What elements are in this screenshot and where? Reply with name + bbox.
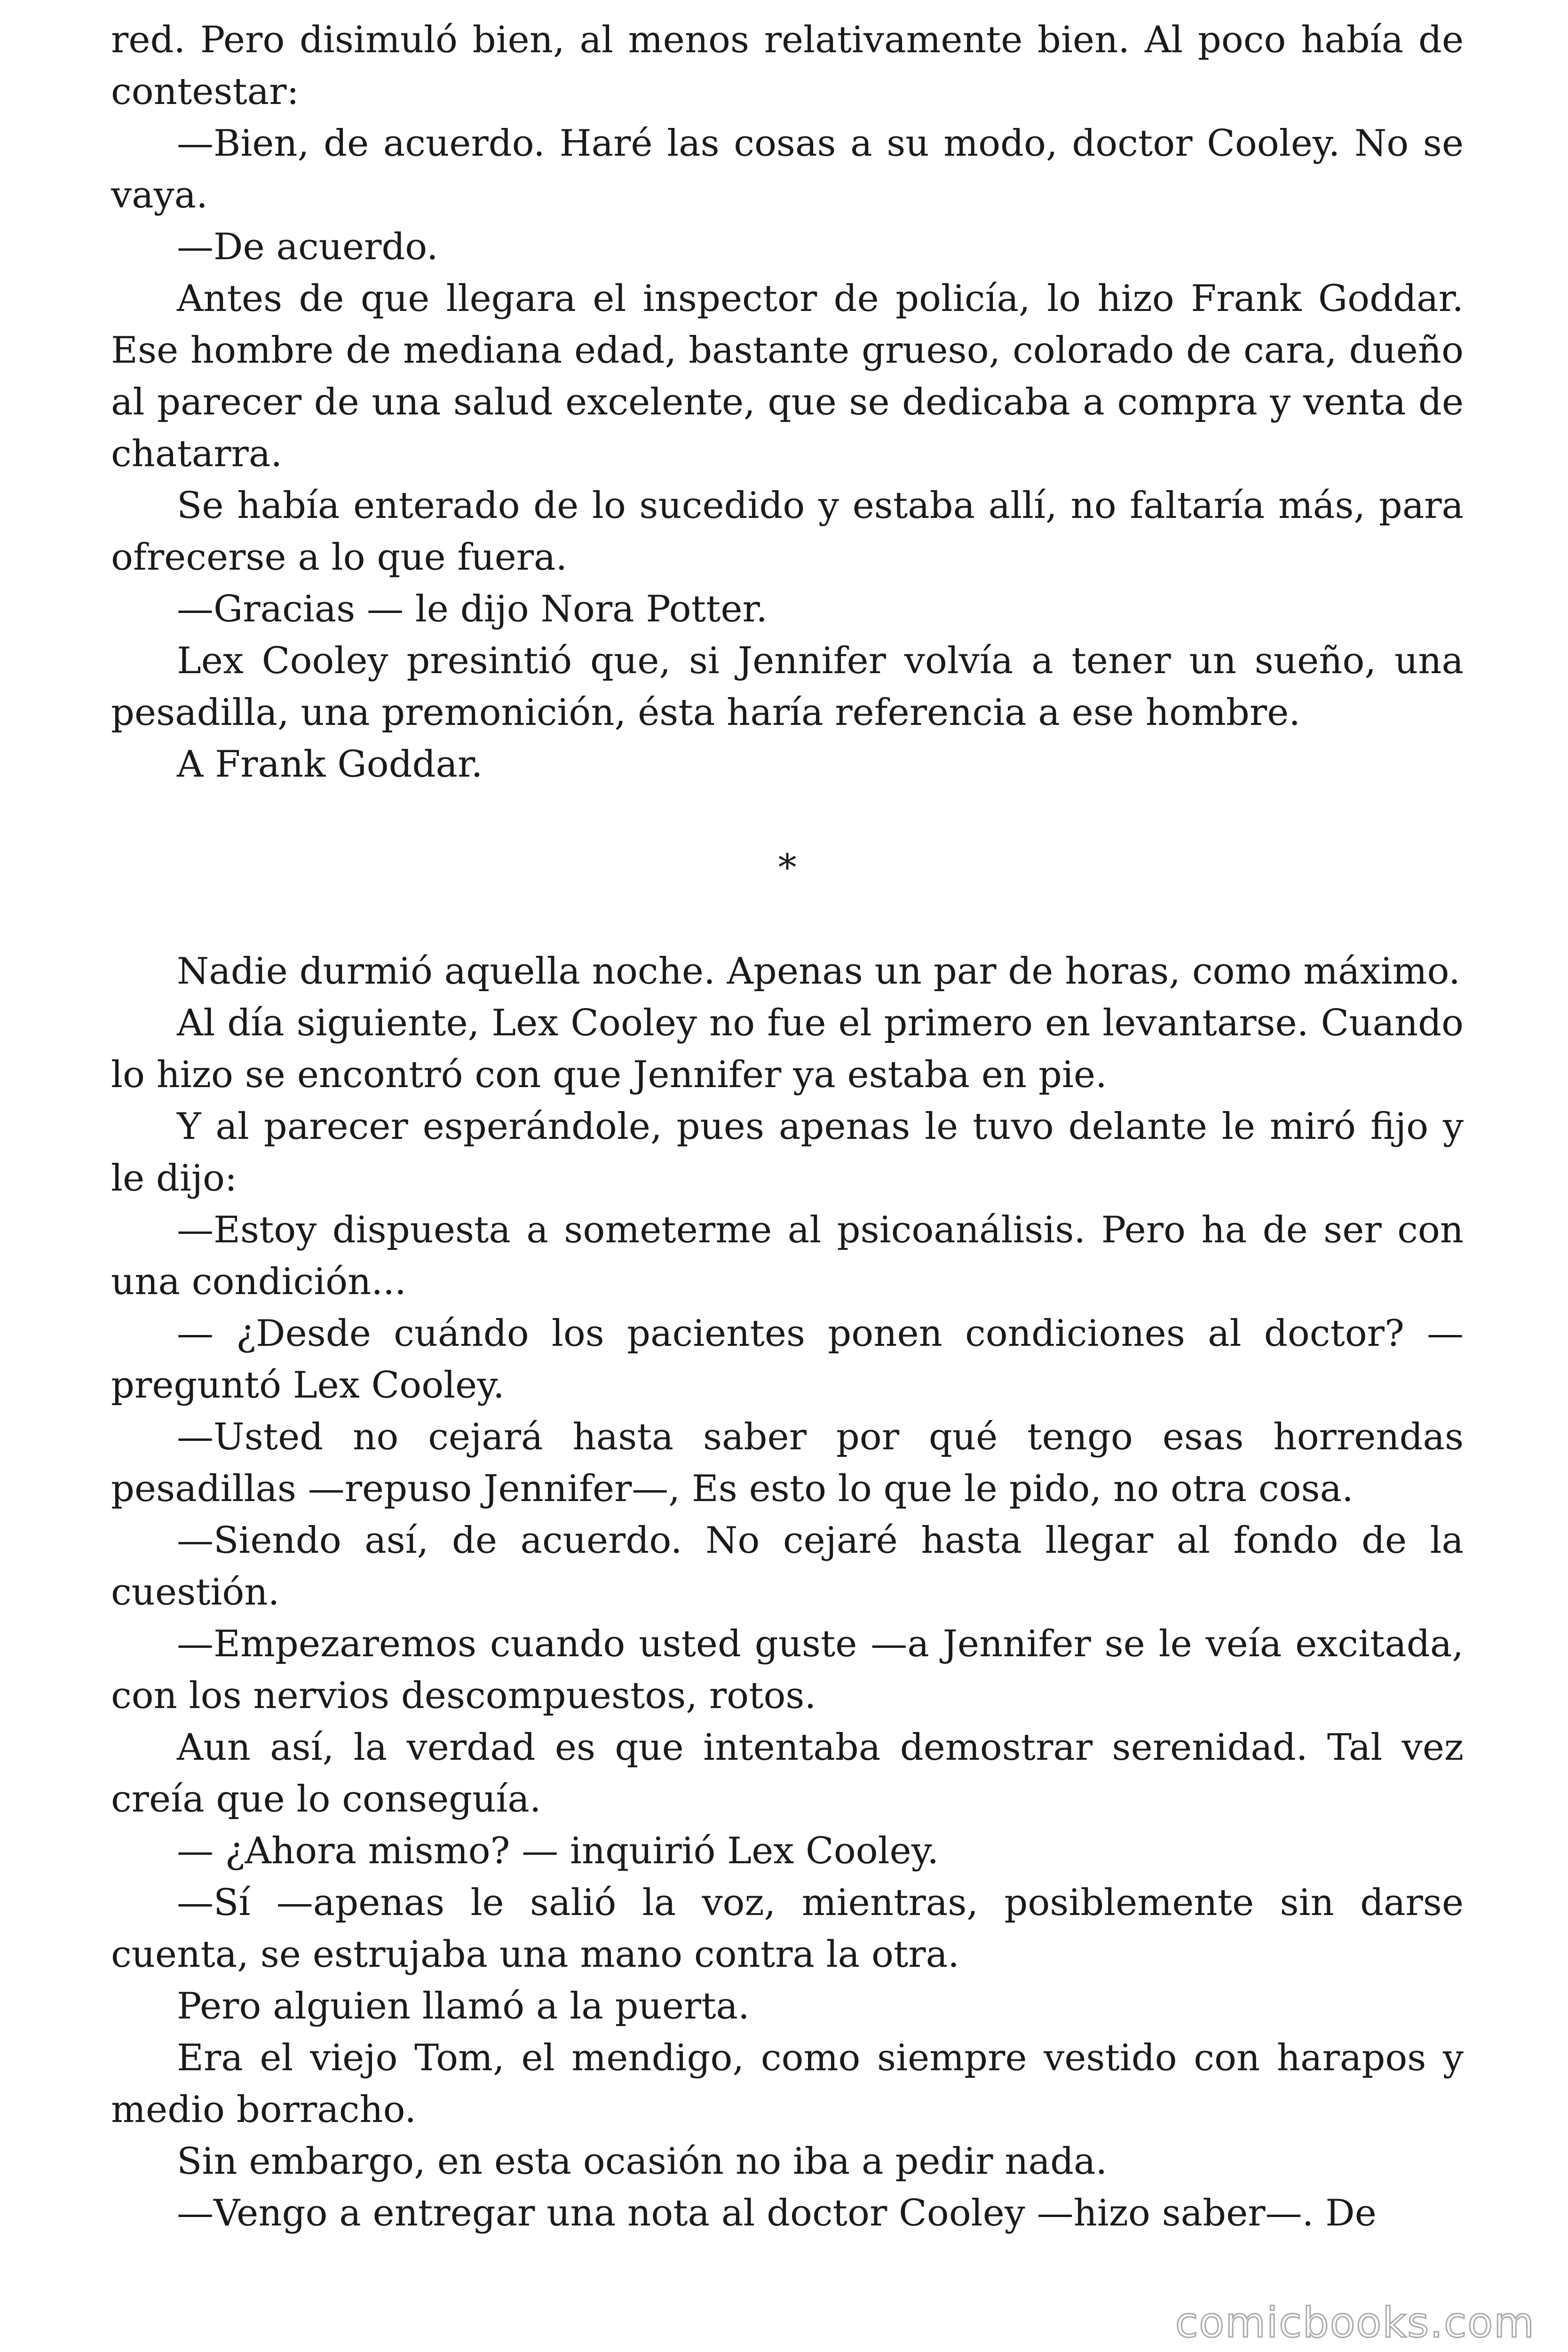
book-page [111, 14, 1464, 2239]
paragraph: Nadie durmió aquella noche. Apenas un par de horas, como máximo. [177, 950, 1460, 993]
section-break: * [778, 847, 797, 889]
paragraph: Lex Cooley presintió que, si Jennifer volvía a tener un sueño, una pesadilla, una premonición, ésta haría referencia a ese hombre. [111, 640, 1464, 734]
paragraph: —Sí —apenas le salió la voz, mientras, posiblemente sin darse cuenta, se estrujaba una mano contra la otra. [111, 1882, 1464, 1976]
paragraph: —Vengo a entregar una nota al doctor Cooley —hizo saber—. De [177, 2192, 1377, 2234]
paragraph: Pero alguien llamó a la puerta. [177, 1985, 750, 2027]
paragraph: —De acuerdo. [177, 226, 438, 268]
paragraph: — ¿Desde cuándo los pacientes ponen condiciones al doctor? — preguntó Lex Cooley. [111, 1312, 1464, 1406]
paragraph: Y al parecer esperándole, pues apenas le tuvo delante le miró fijo y le dijo: [111, 1105, 1464, 1200]
text-block-after-break [111, 946, 1464, 2239]
text-block-before-break [111, 14, 1464, 790]
paragraph: Era el viejo Tom, el mendigo, como siempre vestido con harapos y medio borracho. [111, 2037, 1464, 2131]
paragraph: —Empezaremos cuando usted guste —a Jennifer se le veía excitada, con los nervios descompuestos, rotos. [111, 1623, 1464, 1717]
paragraph: Al día siguiente, Lex Cooley no fue el primero en levantarse. Cuando lo hizo se encontró con que Jennifer ya estaba en pie. [111, 1002, 1464, 1096]
paragraph: red. Pero disimuló bien, al menos relativamente bien. Al poco había de contestar: [111, 19, 1464, 113]
paragraph: Aun así, la verdad es que intentaba demostrar serenidad. Tal vez creía que lo conseguía. [111, 1726, 1464, 1820]
paragraph: —Bien, de acuerdo. Haré las cosas a su modo, doctor Cooley. No se vaya. [111, 122, 1464, 216]
paragraph: Sin embargo, en esta ocasión no iba a pedir nada. [177, 2140, 1108, 2183]
paragraph: —Estoy dispuesta a someterme al psicoanálisis. Pero ha de ser con una condición... [111, 1209, 1464, 1303]
paragraph: Se había enterado de lo sucedido y estaba allí, no faltaría más, para ofrecerse a lo que fuera. [111, 485, 1464, 579]
paragraph: —Usted no cejará hasta saber por qué tengo esas horrendas pesadillas —repuso Jennifer—, Es esto lo que le pido, no otra cosa. [111, 1416, 1464, 1510]
paragraph: A Frank Goddar. [177, 743, 483, 786]
paragraph: — ¿Ahora mismo? — inquirió Lex Cooley. [177, 1830, 939, 1872]
paragraph: Antes de que llegara el inspector de policía, lo hizo Frank Goddar. Ese hombre de mediana edad, bastante grueso, colorado de cara, dueño al parecer de una salud excelente, que se dedicaba a compra y venta de chatarra. [111, 278, 1464, 475]
watermark: comicbooks.com [1175, 2298, 1535, 2347]
paragraph: —Siendo así, de acuerdo. No cejaré hasta llegar al fondo de la cuestión. [111, 1519, 1464, 1613]
paragraph: —Gracias — le dijo Nora Potter. [177, 588, 768, 630]
